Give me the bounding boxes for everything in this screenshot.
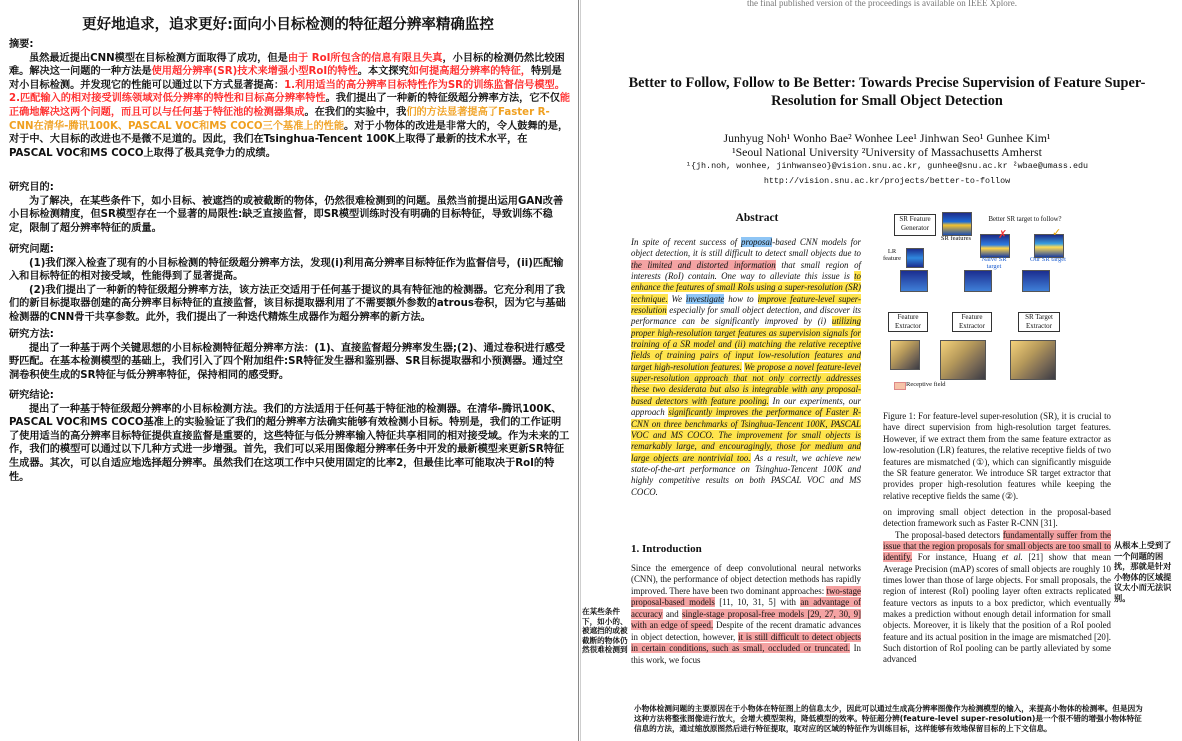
lr-stack-map xyxy=(900,270,928,292)
abstract-highlight: 由于 RoI所包含的信息有限且失真 xyxy=(287,52,443,64)
figure-caption: Figure 1: For feature-level super-resolution (SR), it is crucial to have direct supervision from high-resolution target features. However, if we extract them from the same feature extractor as low-resolution (LR) features, the relative receptive fields of two features are mismatched (①), which can significantly misguide the SR feature generator. We introduce SR target extractor that provides proper high-resolution features while keeping the relative receptive fields the same (②). xyxy=(883,411,1111,501)
conclusion-notes xyxy=(9,389,571,484)
conclusion-label: 研究结论: xyxy=(9,390,54,401)
project-url[interactable]: http://vision.snu.ac.kr/projects/better-to-follow xyxy=(763,176,1011,186)
wrong-mark-icon: ✗ xyxy=(998,228,1008,241)
side-note-right: 从根本上受到了一个问题的困扰，那就是针对小物体的区域提议太小而无法识别。 xyxy=(1114,540,1172,603)
problem-notes xyxy=(9,243,571,325)
bottom-note: 小物体检测问题的主要原因在于小物体在特征图上的信息太少，因此可以通过生成高分辨率图像作为检测模型的输入，来提高小物体的检测率。但是因为这种方法将整张图像进行放大，会增大模型架构，降低模型的效率。特征超分辨(feature-level super-resolution)是一个很不错的增强小物体特征信息的方法，通过缩放原图然后进行特征提取，取对应的区域的特征作为训练目标，这样能够有效地保留目标的上下文信息。 xyxy=(634,704,1143,733)
sr-feature-map xyxy=(942,212,972,236)
sr-generator-box: SR Feature Generator xyxy=(894,214,936,236)
affiliations: ¹Seoul National University ²University of Massachusetts Amherst xyxy=(732,145,1042,159)
purpose-notes xyxy=(9,181,571,235)
check-mark-icon: ✓ xyxy=(1052,226,1062,239)
abstract-text: 特别是对小目标检测。并发现它的性能可以通过以下方式显著提高： xyxy=(9,66,562,91)
receptive-field-swatch xyxy=(894,382,906,390)
lr-feature-label: LR feature xyxy=(882,248,902,262)
abstract-highlight: 使用超分辨率(SR)技术来增强小型RoI的特性 xyxy=(151,66,358,78)
method-text: 提出了一种基于两个关键思想的小目标检测特征超分辨率方法：(1)、直接监督超分辨率发生器;(2)、通过卷积进行感受野匹配。在基本检测模型的基础上，我们引入了四个附加组件:SR特征发生器和鉴别器、SR目标提取器和小预测器。通过空洞卷积使生成的SR特征与低分辨率特征，保持相同的感受野。 xyxy=(9,342,566,381)
abstract-notes xyxy=(9,38,571,160)
notes-title: 更好地追求，追求更好:面向小目标检测的特征超分辨率精确监控 xyxy=(82,17,494,33)
abstract-highlight: 1.利用适当的高分辨率目标特性作为SR的训练监督信号模型。2.匹配输入的相对接受训练领域对低分辨率的特性和目标高分辨率特性 xyxy=(9,79,565,105)
hr-input-image-naive xyxy=(940,340,986,380)
intro-heading: 1. Introduction xyxy=(631,543,702,555)
abstract-text: 。本文探究 xyxy=(357,66,409,78)
ieee-note: the final published version of the proceedings is available on IEEE Xplore. xyxy=(747,0,1017,8)
abstract-body: In spite of recent success of proposal-based CNN models for object detection, it is still difficult to detect small objects due to the limited and distorted information that small region of interests (RoI) contain. One way to alleviate this issue is to enhance the features of small RoIs using a super-resolution (SR) technique. We investigate how to improve feature-level super-resolution especially for small object detection, and discover its performance can be significantly improved by (i) utilizing proper high-resolution target features as supervision signals for training of a SR model and (ii) matching the relative receptive fields of training pairs of input low-resolution features and target high-resolution features. We propose a novel feature-level super-resolution approach that not only correctly addresses these two desiderata but also is integrable with any proposal-based detectors with feature pooling. In our experiments, our approach significantly improves the performance of Faster R-CNN on three benchmarks of Tsinghua-Tencent 100K, PASCAL VOC and MS COCO. The improvement for small objects is remarkably large, and encouragingly, those for medium and large objects are nontrivial too. As a result, we achieve new state-of-the-art performance on Tsinghua-Tencent 100K and highly competitive results on both PASCAL VOC and MS COCO. xyxy=(631,237,862,497)
purpose-text: 为了解决，在某些条件下，如小目标、被遮挡的或被截断的物体，仍然很难检测到的问题。虽然当前提出运用GAN改善小目标检测精度，但SR模型存在一个显著的局限性:缺乏直接监督，即SR模型训练时没有明确的目标特征，导致训练不稳定，限制了超分辨率特征的质量。 xyxy=(9,195,564,234)
naive-stack-map xyxy=(964,270,992,292)
naive-target-label: Naïve SR target xyxy=(981,256,1007,270)
abstract-highlight: 们的方法显著提高了Faster R-CNN在清华-腾讯100K、PASCAL VOC和MS COCO三个基准上的性能 xyxy=(9,106,550,132)
question-label: Better SR target to follow? xyxy=(988,216,1062,223)
abstract-text: 。在我们的实验中，我 xyxy=(304,106,407,118)
our-target-label: Our SR target xyxy=(1030,256,1066,263)
receptive-field-label: Receptive field xyxy=(906,381,946,388)
lr-input-image xyxy=(890,340,920,370)
abstract-text: 虽然最近提出CNN模型在目标检测方面取得了成功，但是 xyxy=(29,52,288,64)
abstract-text: ，小目标的检测仍然比较困难。解决这一问题的一种方法是 xyxy=(9,52,565,78)
abstract-heading: Abstract xyxy=(735,212,779,224)
method-notes xyxy=(9,328,571,382)
sr-features-label: SR features xyxy=(940,235,972,242)
feature-extractor-2: Feature Extractor xyxy=(952,312,992,332)
problem-text-2: (2)我们提出了一种新的特征级超分辨率方法，该方法正交适用于任何基于提议的具有特征池的检测器。它充分利用了我们的新目标提取器创建的高分辨率目标特征的直接监督，该目标提取器利用了不需要额外参数的atrous卷积，因为它与基础检测器的CNN骨干共享参数。此外，我们提出了一种迭代精炼生成器作为超分辨率的新方法。 xyxy=(9,284,566,323)
paper-pane xyxy=(582,0,1182,741)
conclusion-text: 提出了一种基于特征级超分辨率的小目标检测方法。我们的方法适用于任何基于特征池的检测器。在清华-腾讯100K、PASCAL VOC和MS COCO基准上的实验验证了我们的超分辨率方法确实能够有效检测小目标。特别是，我们的工作证明了使用适当的高分辨率目标特征提供直接监督是重要的，这些特征与低分辨率输入特征共享相同的相对接受域。作为未来的工作，我们的模型可以通过以下几种方式进一步增强。首先，我们可以采用图像超分辨率任务中开发的最新模型来更新SR特征生成器。其次，可以自适应地选择超分辨率。虽然我们在这项工作中只使用固定的比率2，但最佳比率可能取决于RoI的特性。 xyxy=(9,403,570,483)
pane-divider-shadow xyxy=(580,0,581,741)
method-label: 研究方法: xyxy=(9,329,54,340)
abstract-label: 摘要: xyxy=(9,39,34,50)
side-note-left: 在某些条件下，如小的、被遮挡的或被截断的物体仍然很难检测到 xyxy=(582,607,628,655)
sr-target-extractor: SR Target Extractor xyxy=(1018,312,1060,332)
our-stack-map xyxy=(1022,270,1050,292)
purpose-label: 研究目的: xyxy=(9,182,54,193)
abstract-highlight: 如何提高超分辨率的特征， xyxy=(408,66,531,78)
right-column-body: on improving small object detection in the proposal-based detection framework such as Faster R-CNN [31]. The proposal-based detectors fundamentally suffer from the issue that the region proposals for small objects are too small to identify. For instance, Huang et al. [21] show that mean Average Precision (mAP) scores of small objects are roughly 10 times lower than those of large objects. For small proposals, the region of interest (RoI) pooling layer often extracts replicated feature vectors as inputs to a box predictor, which eventually makes a prediction without enough detail information for small objects. Moreover, it is likely that the position of a RoI pooled feature and its actual position in the image are mismatched [20]. Such distortion of RoI pooling can be partly alleviated by some advanced xyxy=(883,507,1111,665)
feature-extractor-1: Feature Extractor xyxy=(888,312,928,332)
hr-input-image-ours xyxy=(1010,340,1056,380)
lr-feature-map xyxy=(906,248,924,268)
abstract-highlight: 能正确地解决这两个问题，而且可以与任何基于特征池的检测器集成 xyxy=(9,93,571,118)
intro-body: Since the emergence of deep convolutional neural networks (CNN), the performance of object detection methods has rapidly improved. There have been two dominant approaches: two-stage proposal-based models [11, 10, 31, 5] with an advantage of accuracy and single-stage proposal-free models [29, 27, 30, 9] with an edge of speed. Despite of the recent dramatic advances in object detection, however, it is still difficult to detect objects in certain conditions, such as small, occluded or truncated. In this work, we focus xyxy=(631,563,861,665)
abstract-text: 。对于小物体的改进是非常大的，令人鼓舞的是，对于中、大目标的改进也不是微不足道的。因此，我们在Tsinghua-Tencent 100K上取得了最新的技术水平，在PASCAL VOC和MS COCO上取得了极具竞争力的成绩。 xyxy=(9,120,569,159)
abstract-text: 。我们提出了一种新的特征级超分辨率方法，它不仅 xyxy=(325,93,560,105)
figure-1 xyxy=(882,208,1114,408)
problem-text-1: (1)我们深入检查了现有的小目标检测的特征级超分辨率方法，发现(i)利用高分辨率目标特征作为监督信号，(ii)匹配输入和目标特征的相对接受域，性能得到了显著提高。 xyxy=(9,257,564,283)
emails: ¹{jh.noh, wonhee, jinhwanseo}@vision.snu.ac.kr, gunhee@snu.ac.kr ²wbae@umass.edu xyxy=(685,161,1089,171)
chinese-notes-pane xyxy=(0,0,576,741)
pane-divider[interactable] xyxy=(578,0,579,741)
paper-title: Better to Follow, Follow to Be Better: Towards Precise Supervision of Feature Super-Resolution for Small Object Detection xyxy=(628,75,1146,109)
problem-label: 研究问题: xyxy=(9,244,54,255)
authors: Junhyug Noh¹ Wonho Bae² Wonhee Lee¹ Jinhwan Seo¹ Gunhee Kim¹ xyxy=(723,131,1051,145)
